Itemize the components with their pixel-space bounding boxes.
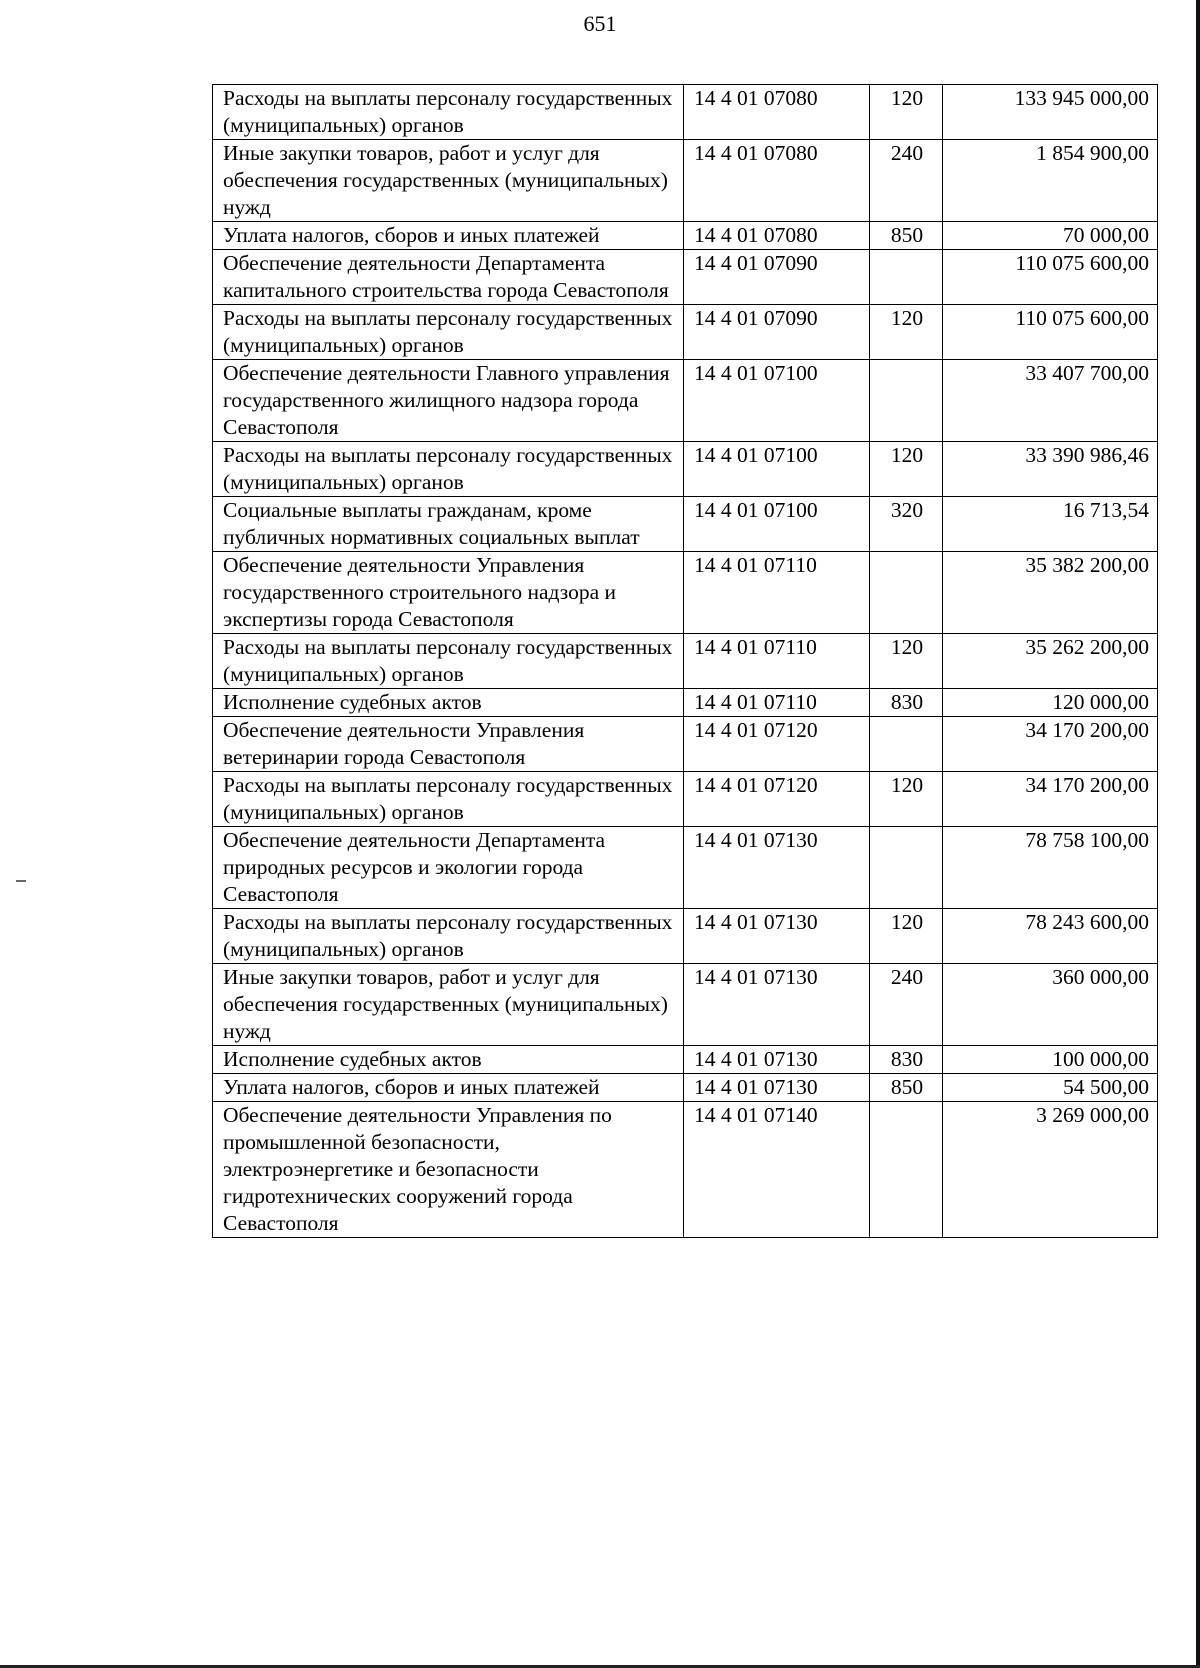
row-expense-type: 850 — [870, 1074, 943, 1102]
row-name: Расходы на выплаты персоналу государственных (муниципальных) органов — [213, 634, 684, 689]
row-expense-type — [870, 552, 943, 634]
row-expense-type — [870, 827, 943, 909]
row-code: 14 4 01 07130 — [684, 1074, 870, 1102]
row-expense-type: 850 — [870, 222, 943, 250]
page-edge-right — [1196, 0, 1200, 1668]
row-expense-type: 830 — [870, 689, 943, 717]
row-sum: 110 075 600,00 — [943, 250, 1158, 305]
row-code: 14 4 01 07130 — [684, 909, 870, 964]
row-name: Расходы на выплаты персоналу государственных (муниципальных) органов — [213, 909, 684, 964]
row-code: 14 4 01 07100 — [684, 442, 870, 497]
row-sum: 133 945 000,00 — [943, 85, 1158, 140]
row-code: 14 4 01 07100 — [684, 360, 870, 442]
row-name: Исполнение судебных актов — [213, 689, 684, 717]
row-code: 14 4 01 07120 — [684, 772, 870, 827]
row-expense-type: 240 — [870, 140, 943, 222]
row-sum: 360 000,00 — [943, 964, 1158, 1046]
row-expense-type: 240 — [870, 964, 943, 1046]
row-name: Уплата налогов, сборов и иных платежей — [213, 1074, 684, 1102]
table-row — [213, 772, 1158, 827]
row-code: 14 4 01 07110 — [684, 552, 870, 634]
row-code: 14 4 01 07090 — [684, 250, 870, 305]
row-name: Расходы на выплаты персоналу государственных (муниципальных) органов — [213, 85, 684, 140]
row-sum: 120 000,00 — [943, 689, 1158, 717]
row-sum: 54 500,00 — [943, 1074, 1158, 1102]
row-name: Обеспечение деятельности Главного управления государственного жилищного надзора города Севастополя — [213, 360, 684, 442]
row-name: Исполнение судебных актов — [213, 1046, 684, 1074]
row-name: Обеспечение деятельности Департамента капитального строительства города Севастополя — [213, 250, 684, 305]
table-row — [213, 140, 1158, 222]
row-code: 14 4 01 07130 — [684, 964, 870, 1046]
row-sum: 35 262 200,00 — [943, 634, 1158, 689]
table-row — [213, 827, 1158, 909]
row-name: Расходы на выплаты персоналу государственных (муниципальных) органов — [213, 442, 684, 497]
row-expense-type: 120 — [870, 634, 943, 689]
table-row — [213, 717, 1158, 772]
budget-table — [212, 84, 1158, 1238]
row-name: Социальные выплаты гражданам, кроме публичных нормативных социальных выплат — [213, 497, 684, 552]
row-code: 14 4 01 07110 — [684, 689, 870, 717]
row-sum: 100 000,00 — [943, 1046, 1158, 1074]
table-row — [213, 1074, 1158, 1102]
row-code: 14 4 01 07090 — [684, 305, 870, 360]
row-sum: 70 000,00 — [943, 222, 1158, 250]
row-sum: 1 854 900,00 — [943, 140, 1158, 222]
row-expense-type: 120 — [870, 85, 943, 140]
row-expense-type: 120 — [870, 772, 943, 827]
row-name: Расходы на выплаты персоналу государственных (муниципальных) органов — [213, 305, 684, 360]
row-name: Обеспечение деятельности Управления по промышленной безопасности, электроэнергетике и безопасности гидротехнических сооружений города Севастополя — [213, 1102, 684, 1238]
row-code: 14 4 01 07130 — [684, 827, 870, 909]
row-name: Иные закупки товаров, работ и услуг для обеспечения государственных (муниципальных) нужд — [213, 964, 684, 1046]
row-sum: 34 170 200,00 — [943, 717, 1158, 772]
table-row — [213, 222, 1158, 250]
row-name: Обеспечение деятельности Управления государственного строительного надзора и экспертизы города Севастополя — [213, 552, 684, 634]
page-number: 651 — [583, 11, 617, 36]
row-code: 14 4 01 07140 — [684, 1102, 870, 1238]
table-row — [213, 442, 1158, 497]
row-expense-type: 830 — [870, 1046, 943, 1074]
row-expense-type — [870, 717, 943, 772]
row-code: 14 4 01 07130 — [684, 1046, 870, 1074]
row-expense-type: 120 — [870, 442, 943, 497]
row-code: 14 4 01 07110 — [684, 634, 870, 689]
table-row — [213, 497, 1158, 552]
row-expense-type: 120 — [870, 305, 943, 360]
row-sum: 110 075 600,00 — [943, 305, 1158, 360]
table-row — [213, 552, 1158, 634]
table-row — [213, 85, 1158, 140]
row-name: Обеспечение деятельности Управления ветеринарии города Севастополя — [213, 717, 684, 772]
row-expense-type — [870, 250, 943, 305]
row-sum: 78 243 600,00 — [943, 909, 1158, 964]
row-sum: 78 758 100,00 — [943, 827, 1158, 909]
row-code: 14 4 01 07080 — [684, 140, 870, 222]
scan-margin-mark — [16, 880, 26, 882]
row-code: 14 4 01 07120 — [684, 717, 870, 772]
row-code: 14 4 01 07100 — [684, 497, 870, 552]
table-row — [213, 360, 1158, 442]
row-code: 14 4 01 07080 — [684, 85, 870, 140]
table-row — [213, 1046, 1158, 1074]
row-name: Иные закупки товаров, работ и услуг для обеспечения государственных (муниципальных) нужд — [213, 140, 684, 222]
table-row — [213, 689, 1158, 717]
row-sum: 35 382 200,00 — [943, 552, 1158, 634]
table-row — [213, 305, 1158, 360]
row-name: Расходы на выплаты персоналу государственных (муниципальных) органов — [213, 772, 684, 827]
row-name: Обеспечение деятельности Департамента природных ресурсов и экологии города Севастополя — [213, 827, 684, 909]
table-row — [213, 909, 1158, 964]
row-sum: 16 713,54 — [943, 497, 1158, 552]
row-sum: 33 390 986,46 — [943, 442, 1158, 497]
table-row — [213, 250, 1158, 305]
row-sum: 33 407 700,00 — [943, 360, 1158, 442]
table-row — [213, 634, 1158, 689]
row-expense-type: 120 — [870, 909, 943, 964]
row-code: 14 4 01 07080 — [684, 222, 870, 250]
row-name: Уплата налогов, сборов и иных платежей — [213, 222, 684, 250]
row-expense-type: 320 — [870, 497, 943, 552]
row-sum: 3 269 000,00 — [943, 1102, 1158, 1238]
row-expense-type — [870, 360, 943, 442]
table-row — [213, 1102, 1158, 1238]
row-expense-type — [870, 1102, 943, 1238]
table-row — [213, 964, 1158, 1046]
row-sum: 34 170 200,00 — [943, 772, 1158, 827]
